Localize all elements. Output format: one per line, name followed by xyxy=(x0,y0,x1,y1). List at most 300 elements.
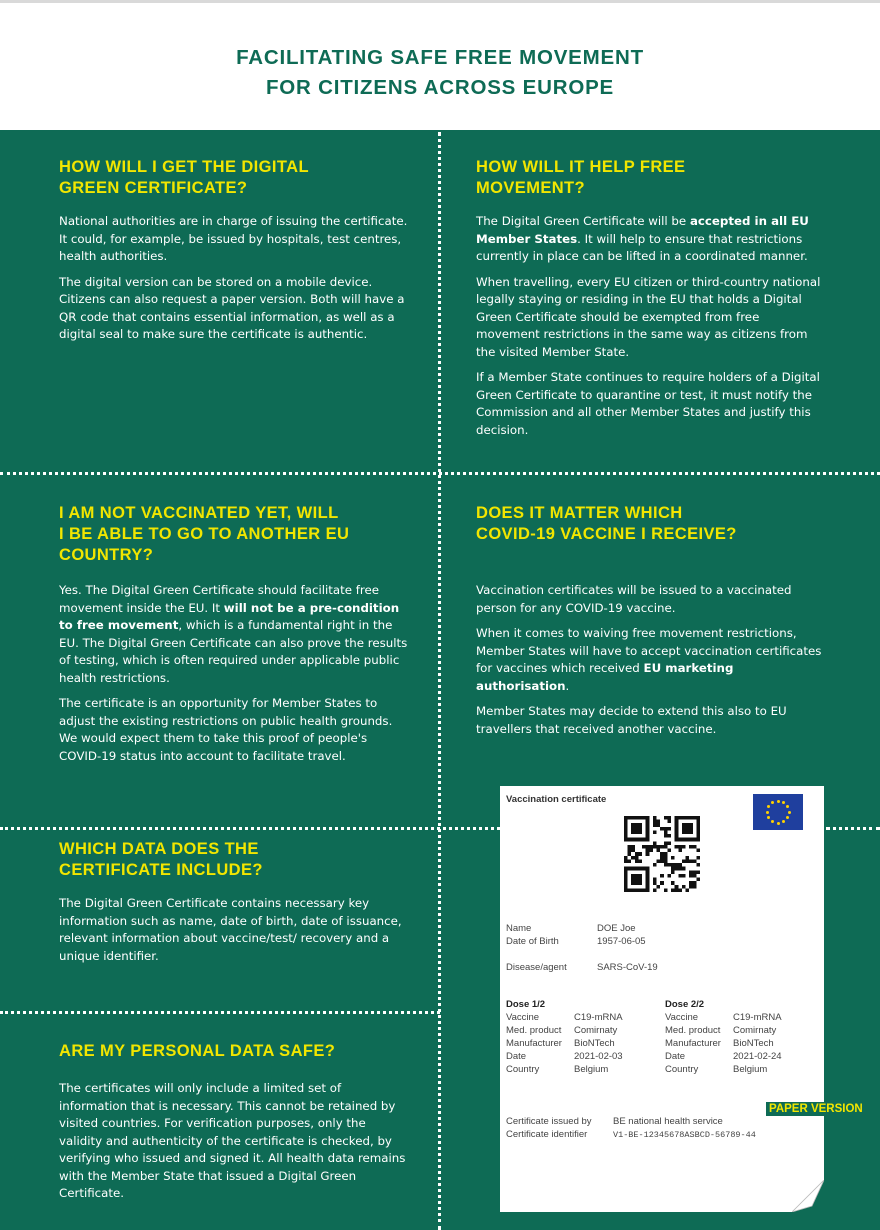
qr-module xyxy=(628,888,632,892)
qr-module xyxy=(646,888,650,892)
qr-module xyxy=(635,830,639,834)
qr-module xyxy=(657,859,661,863)
qr-module xyxy=(682,867,686,871)
qr-module xyxy=(678,845,682,849)
qr-module xyxy=(649,845,653,849)
qr-module xyxy=(696,820,700,824)
dose2-date: 2021-02-24 xyxy=(733,1051,782,1062)
qr-module xyxy=(678,874,682,878)
text-run: , which is a fundamental right in the EU. The Digital Green Certificate can also prove the results of testing, which is often required under applicable public health restrictions. xyxy=(59,618,408,685)
qr-module xyxy=(638,838,642,842)
eu-star-icon xyxy=(788,811,791,814)
qr-module xyxy=(631,878,635,882)
bold-text-run: will not be a pre-condition to free movement xyxy=(59,600,400,632)
qr-module xyxy=(675,830,679,834)
paragraph xyxy=(476,625,826,695)
qr-module xyxy=(638,852,642,856)
eu-star-icon xyxy=(782,801,785,804)
qr-module xyxy=(624,888,628,892)
qr-module xyxy=(689,823,693,827)
qr-module xyxy=(631,856,635,860)
qr-module xyxy=(624,881,628,885)
qr-module xyxy=(664,859,668,863)
qr-module xyxy=(635,816,639,820)
qr-module xyxy=(689,859,693,863)
qr-module xyxy=(635,823,639,827)
text-run: . It will help to ensure that restrictions currently in place can be lifted in a coordinated manner. xyxy=(476,231,808,263)
qr-module xyxy=(689,874,693,878)
qr-module xyxy=(696,823,700,827)
qr-module xyxy=(635,859,639,863)
divider-row-2-left xyxy=(0,827,500,830)
dose1-date: 2021-02-03 xyxy=(574,1051,623,1062)
qr-module xyxy=(696,870,700,874)
qr-module xyxy=(628,859,632,863)
qr-module xyxy=(657,885,661,889)
qr-module xyxy=(638,830,642,834)
qr-module xyxy=(653,820,657,824)
qr-module xyxy=(657,820,661,824)
qr-module xyxy=(631,830,635,834)
page-title-line-1: FACILITATING SAFE FREE MOVEMENT xyxy=(236,46,644,69)
qr-module xyxy=(646,867,650,871)
qr-module xyxy=(678,849,682,853)
qr-module xyxy=(689,830,693,834)
qr-module xyxy=(657,823,661,827)
qr-module xyxy=(682,816,686,820)
qr-module xyxy=(667,827,671,831)
qr-module xyxy=(696,849,700,853)
qr-module xyxy=(631,823,635,827)
qr-module xyxy=(624,874,628,878)
qr-module xyxy=(667,863,671,867)
qr-module xyxy=(689,838,693,842)
qr-module xyxy=(624,859,628,863)
qr-module xyxy=(646,878,650,882)
qr-module xyxy=(635,852,639,856)
paragraph: The certificates will only include a limited set of information that is necessary. This cannot be retained by visited countries. For verification purposes, only the validity and authenticity of the certificate is checked, by verifying who issued and signed it. All health data remains with the Member State that issued a Digital Green Certificate. xyxy=(59,1081,406,1200)
bold-text-run: accepted in all EU Member States xyxy=(476,214,809,246)
qr-module xyxy=(638,867,642,871)
heading-line: COUNTRY? xyxy=(59,546,154,564)
dose1-date-label: Date xyxy=(506,1051,527,1062)
eu-star-icon xyxy=(777,800,780,803)
qr-module xyxy=(682,823,686,827)
qr-module xyxy=(624,820,628,824)
qr-module xyxy=(646,827,650,831)
qr-module xyxy=(675,820,679,824)
heading-line: I BE ABLE TO GO TO ANOTHER EU xyxy=(59,525,350,543)
qr-module xyxy=(660,852,664,856)
qr-module xyxy=(624,830,628,834)
eu-star-icon xyxy=(771,801,774,804)
qr-module xyxy=(642,845,646,849)
qr-module xyxy=(696,827,700,831)
qr-module xyxy=(628,867,632,871)
eu-star-icon xyxy=(766,811,769,814)
qr-module xyxy=(686,888,690,892)
heading-line: COVID-19 VACCINE I RECEIVE? xyxy=(476,525,737,543)
qr-module xyxy=(675,827,679,831)
qr-module xyxy=(675,838,679,842)
paragraph: The certificate is an opportunity for Member States to adjust the existing restrictions on public health grounds. We would expect them to take this proof of people's COVID-19 status into account to facilitate travel. xyxy=(59,696,393,763)
section-heading: ARE MY PERSONAL DATA SAFE? xyxy=(59,1042,336,1060)
heading-line: GREEN CERTIFICATE? xyxy=(59,179,248,197)
paragraph: Vaccination certificates will be issued to a vaccinated person for any COVID-19 vaccine. xyxy=(476,583,792,615)
qr-module xyxy=(638,827,642,831)
heading-line: DOES IT MATTER WHICH xyxy=(476,504,683,522)
qr-module xyxy=(696,834,700,838)
section-heading xyxy=(59,503,409,566)
qr-module xyxy=(628,845,632,849)
qr-module xyxy=(653,845,657,849)
qr-module xyxy=(667,820,671,824)
text-run: . xyxy=(565,678,570,693)
dose1-vaccine: C19-mRNA xyxy=(574,1012,623,1023)
qr-module xyxy=(664,834,668,838)
qr-module xyxy=(638,816,642,820)
qr-module xyxy=(624,885,628,889)
qr-module xyxy=(682,874,686,878)
heading-line: MOVEMENT? xyxy=(476,179,586,197)
eu-star-icon xyxy=(777,822,780,825)
qr-module xyxy=(686,816,690,820)
section-heading xyxy=(59,157,409,199)
qr-module xyxy=(646,849,650,853)
qr-module xyxy=(653,841,657,845)
qr-module xyxy=(638,878,642,882)
qr-module xyxy=(696,856,700,860)
qr-module xyxy=(653,830,657,834)
qr-module xyxy=(686,859,690,863)
qr-module xyxy=(689,816,693,820)
qr-module xyxy=(624,878,628,882)
qr-module xyxy=(682,827,686,831)
dose2-date-label: Date xyxy=(665,1051,686,1062)
qr-module xyxy=(660,845,664,849)
qr-module xyxy=(689,881,693,885)
heading-line: CERTIFICATE INCLUDE? xyxy=(59,861,263,879)
qr-module xyxy=(642,816,646,820)
qr-module xyxy=(635,874,639,878)
qr-module xyxy=(689,885,693,889)
qr-module xyxy=(631,888,635,892)
qr-module xyxy=(646,820,650,824)
qr-module xyxy=(628,852,632,856)
qr-module xyxy=(624,856,628,860)
divider-row-1 xyxy=(0,472,880,475)
qr-module xyxy=(664,863,668,867)
qr-module xyxy=(653,823,657,827)
qr-module xyxy=(682,845,686,849)
bold-text-run: EU marketing authorisation xyxy=(476,661,734,693)
paragraph xyxy=(476,213,826,266)
dose1-title: Dose 1/2 xyxy=(506,999,546,1010)
qr-module xyxy=(664,888,668,892)
qr-module xyxy=(635,881,639,885)
section-data-safe xyxy=(59,1041,409,1203)
dose1-country: Belgium xyxy=(574,1064,609,1075)
qr-module xyxy=(675,845,679,849)
qr-module xyxy=(657,845,661,849)
qr-module xyxy=(642,838,646,842)
qr-code-icon xyxy=(624,816,700,892)
dob-label: Date of Birth xyxy=(506,936,559,947)
qr-module xyxy=(646,845,650,849)
text-run: When it comes to waiving free movement restrictions, Member States will have to accept vaccination certificates for vaccines which received xyxy=(476,626,822,675)
dob-value: 1957-06-05 xyxy=(597,936,646,947)
qr-module xyxy=(660,874,664,878)
qr-module xyxy=(678,816,682,820)
qr-module xyxy=(686,856,690,860)
identifier-label: Certificate identifier xyxy=(506,1129,588,1140)
qr-module xyxy=(664,841,668,845)
qr-module xyxy=(693,859,697,863)
paragraph: If a Member State continues to require holders of a Digital Green Certificate to quarantine or test, it must notify the Commission and all other Member States and justify this decision. xyxy=(476,370,820,437)
qr-module xyxy=(696,816,700,820)
qr-module xyxy=(631,849,635,853)
qr-module xyxy=(638,881,642,885)
qr-module xyxy=(638,874,642,878)
qr-module xyxy=(675,863,679,867)
page-curl-icon xyxy=(792,1180,824,1212)
qr-module xyxy=(660,856,664,860)
qr-module xyxy=(675,816,679,820)
qr-module xyxy=(631,845,635,849)
qr-module xyxy=(631,881,635,885)
section-heading xyxy=(476,503,826,545)
divider-row-3 xyxy=(0,1011,440,1014)
qr-module xyxy=(693,870,697,874)
qr-module xyxy=(635,867,639,871)
qr-module xyxy=(624,870,628,874)
qr-module xyxy=(686,838,690,842)
qr-module xyxy=(682,885,686,889)
heading-line: WHICH DATA DOES THE xyxy=(59,840,259,858)
qr-module xyxy=(682,830,686,834)
qr-module xyxy=(696,878,700,882)
qr-module xyxy=(686,823,690,827)
qr-module xyxy=(664,830,668,834)
section-free-movement xyxy=(476,157,826,439)
disease-label: Disease/agent xyxy=(506,962,567,973)
qr-module xyxy=(635,838,639,842)
eu-star-icon xyxy=(786,805,789,808)
dose2-vaccine: C19-mRNA xyxy=(733,1012,782,1023)
qr-module xyxy=(686,830,690,834)
eu-star-icon xyxy=(771,820,774,823)
qr-module xyxy=(624,838,628,842)
dose1-product: Comirnaty xyxy=(574,1025,618,1036)
qr-module xyxy=(660,859,664,863)
qr-module xyxy=(693,874,697,878)
qr-module xyxy=(675,834,679,838)
qr-module xyxy=(642,867,646,871)
issued-by-value: BE national health service xyxy=(613,1116,723,1127)
dose2-country: Belgium xyxy=(733,1064,768,1075)
qr-module xyxy=(693,838,697,842)
qr-module xyxy=(696,838,700,842)
dose2-country-label: Country xyxy=(665,1064,699,1075)
qr-module xyxy=(646,874,650,878)
qr-module xyxy=(664,827,668,831)
qr-module xyxy=(628,838,632,842)
qr-module xyxy=(635,888,639,892)
qr-module xyxy=(671,888,675,892)
qr-module xyxy=(678,838,682,842)
heading-line: HOW WILL I GET THE DIGITAL xyxy=(59,158,309,176)
certificate-title: Vaccination certificate xyxy=(506,794,607,805)
qr-module xyxy=(653,816,657,820)
qr-module xyxy=(689,870,693,874)
qr-module xyxy=(631,838,635,842)
qr-module xyxy=(660,827,664,831)
eu-star-icon xyxy=(782,820,785,823)
qr-module xyxy=(675,885,679,889)
issued-by-label: Certificate issued by xyxy=(506,1116,592,1127)
paragraph: The Digital Green Certificate contains necessary key information such as name, date of birth, date of issuance, relevant information about vaccine/test/ recovery and a unique identifier. xyxy=(59,896,402,963)
qr-module xyxy=(638,859,642,863)
dose1-manufacturer-label: Manufacturer xyxy=(506,1038,562,1049)
dose1-manufacturer: BioNTech xyxy=(574,1038,615,1049)
qr-module xyxy=(696,830,700,834)
qr-module xyxy=(635,856,639,860)
qr-module xyxy=(696,863,700,867)
qr-module xyxy=(638,888,642,892)
qr-module xyxy=(624,867,628,871)
qr-module xyxy=(664,845,668,849)
page-header xyxy=(0,0,880,130)
qr-module xyxy=(693,816,697,820)
qr-module xyxy=(671,856,675,860)
qr-module xyxy=(660,881,664,885)
eu-flag-icon xyxy=(753,794,803,830)
qr-module xyxy=(667,841,671,845)
dose1-vaccine-label: Vaccine xyxy=(506,1012,540,1023)
qr-module xyxy=(631,816,635,820)
dose2-manufacturer-label: Manufacturer xyxy=(665,1038,721,1049)
dose2-title: Dose 2/2 xyxy=(665,999,705,1010)
divider-row-2-right xyxy=(826,827,880,830)
qr-module xyxy=(631,827,635,831)
qr-module xyxy=(646,852,650,856)
vertical-divider xyxy=(438,132,441,1230)
qr-module xyxy=(646,838,650,842)
qr-module xyxy=(689,827,693,831)
qr-module xyxy=(664,856,668,860)
qr-module xyxy=(624,827,628,831)
section-get-certificate xyxy=(59,157,409,344)
eu-star-icon xyxy=(767,816,770,819)
heading-line: I AM NOT VACCINATED YET, WILL xyxy=(59,504,339,522)
qr-module xyxy=(653,881,657,885)
qr-module xyxy=(646,830,650,834)
qr-module xyxy=(671,867,675,871)
text-run: Yes. The Digital Green Certificate should facilitate free movement inside the EU. It xyxy=(59,583,380,615)
qr-module xyxy=(682,859,686,863)
qr-module xyxy=(646,870,650,874)
qr-module xyxy=(671,863,675,867)
qr-module xyxy=(646,885,650,889)
qr-module xyxy=(667,816,671,820)
dose2-vaccine-label: Vaccine xyxy=(665,1012,699,1023)
qr-module xyxy=(667,834,671,838)
qr-module xyxy=(624,823,628,827)
qr-module xyxy=(653,878,657,882)
section-heading xyxy=(476,157,826,199)
qr-module xyxy=(678,867,682,871)
paper-version-label: PAPER VERSION xyxy=(766,1102,866,1116)
paragraph xyxy=(59,582,409,687)
qr-module xyxy=(635,827,639,831)
qr-module xyxy=(693,845,697,849)
qr-module xyxy=(646,823,650,827)
qr-module xyxy=(624,816,628,820)
identifier-value: V1-BE-12345678ASBCD-56789-44 xyxy=(613,1130,756,1140)
qr-module xyxy=(646,834,650,838)
name-value: DOE Joe xyxy=(597,923,636,934)
qr-module xyxy=(624,834,628,838)
dose2-product-label: Med. product xyxy=(665,1025,721,1036)
dose1-country-label: Country xyxy=(506,1064,540,1075)
section-which-data xyxy=(59,839,409,965)
section-which-vaccine xyxy=(476,503,826,738)
qr-module xyxy=(664,852,668,856)
qr-module xyxy=(628,849,632,853)
qr-module xyxy=(667,874,671,878)
qr-module xyxy=(653,863,657,867)
name-label: Name xyxy=(506,923,532,934)
qr-module xyxy=(678,888,682,892)
qr-module xyxy=(682,838,686,842)
qr-module xyxy=(646,816,650,820)
paragraph: When travelling, every EU citizen or third-country national legally staying or residing in the EU that holds a Digital Green Certificate should be exempted from free movement restrictions in the same way as citizens from the visited Member State. xyxy=(476,274,821,359)
disease-value: SARS-CoV-19 xyxy=(597,962,658,973)
qr-module xyxy=(646,881,650,885)
eu-star-icon xyxy=(767,805,770,808)
qr-module xyxy=(664,816,668,820)
eu-star-icon xyxy=(786,816,789,819)
qr-module xyxy=(671,870,675,874)
page-title-line-2: FOR CITIZENS ACROSS EUROPE xyxy=(265,76,615,99)
section-heading xyxy=(59,839,409,881)
qr-module xyxy=(686,827,690,831)
qr-module xyxy=(667,849,671,853)
dose2-product: Comirnaty xyxy=(733,1025,777,1036)
qr-module xyxy=(675,888,679,892)
qr-module xyxy=(635,878,639,882)
text-run: The Digital Green Certificate will be xyxy=(476,214,690,228)
qr-module xyxy=(689,845,693,849)
qr-module xyxy=(631,874,635,878)
qr-module xyxy=(642,888,646,892)
qr-module xyxy=(671,881,675,885)
qr-module xyxy=(649,849,653,853)
qr-module xyxy=(638,823,642,827)
section-not-vaccinated xyxy=(59,503,409,765)
qr-module xyxy=(631,867,635,871)
qr-module xyxy=(653,888,657,892)
paragraph: The digital version can be stored on a mobile device. Citizens can also request a paper version. Both will have a QR code that contains essential information, as well as a digital seal to make sure the certificate is authentic. xyxy=(59,274,405,341)
paragraph: Member States may decide to extend this also to EU travellers that received another vaccine. xyxy=(476,704,787,736)
qr-module xyxy=(675,823,679,827)
qr-module xyxy=(678,863,682,867)
dose2-manufacturer: BioNTech xyxy=(733,1038,774,1049)
heading-line: HOW WILL IT HELP FREE xyxy=(476,158,686,176)
qr-module xyxy=(657,849,661,853)
paragraph: National authorities are in charge of issuing the certificate. It could, for example, be issued by hospitals, test centres, health authorities. xyxy=(59,214,408,263)
qr-module xyxy=(675,867,679,871)
